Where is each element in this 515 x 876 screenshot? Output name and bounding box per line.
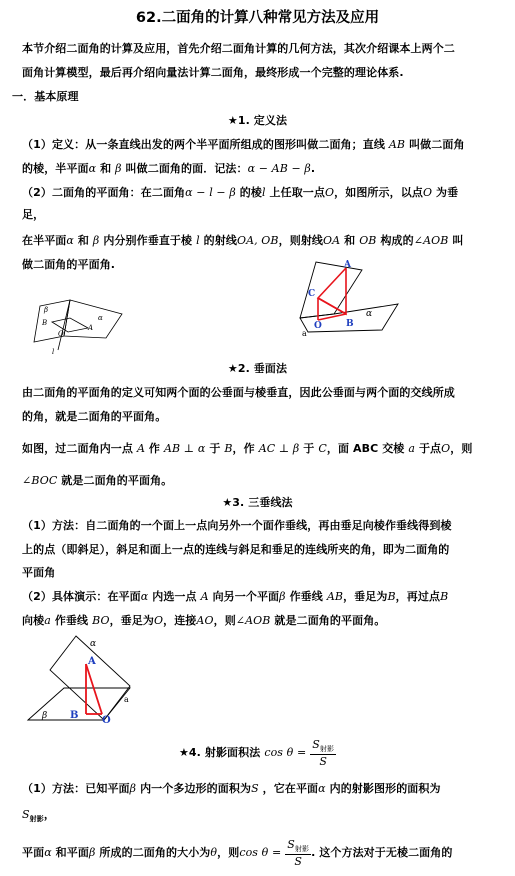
m4-line-1: （1）方法：已知平面β 内一个多边形的面积为S ，它在平面α 内的射影图形的面积为 [22, 782, 441, 795]
fig2-label-A: A [344, 260, 351, 270]
page-title: 62.二面角的计算八种常见方法及应用 [135, 10, 380, 26]
m2-line-4: ∠BOC 就是二面角的平面角。 [22, 474, 173, 487]
m2-line-2: 的角，就是二面角的平面角。 [22, 410, 167, 423]
fig3-label-A: A [88, 656, 96, 667]
m4-inline-fraction: $\frac{S_{射影}}{S}$ [287, 838, 310, 869]
figure-perpendicular-plane [294, 258, 404, 338]
fig1-label-l: l [52, 348, 55, 356]
m1-line-2: 的棱，半平面α 和 β 叫做二面角的面．记法：α − AB − β. [22, 162, 316, 175]
m3-line-3: 平面角 [22, 566, 56, 579]
fig3-red-AO [86, 664, 102, 714]
m2-line-1: 由二面角的平面角的定义可知两个面的公垂面与棱垂直，因此公垂面与两个面的交线所成 [22, 386, 455, 399]
figure-three-perpendiculars [24, 630, 144, 730]
intro-line-1: 本节介绍二面角的计算及应用，首先介绍二面角计算的几何方法，其次介绍课本上两个二 [22, 42, 455, 55]
fig1-label-alpha: α [98, 314, 103, 322]
fig1-plane-alpha [64, 300, 122, 338]
method-3-heading: ★3. 三垂线法 [222, 496, 293, 509]
fig2-red-Obase [318, 314, 346, 320]
fig2-label-O: O [314, 321, 322, 331]
method-4-heading: ★4. 射影面积法 cos θ = $\frac{S_{射影}}{S}$ [178, 738, 335, 769]
fig2-label-alpha: α [366, 309, 373, 319]
figure-dihedral-basic [28, 292, 148, 362]
m1-line-3: （2）二面角的平面角：在二面角α − l − β 的棱l 上任取一点O，如图所示，以点O 为垂 [22, 186, 459, 199]
m1-line-5: 在半平面α 和 β 内分别作垂直于棱 l 的射线OA, OB，则射线OA 和 OB 构成的∠AOB 叫 [22, 234, 464, 247]
fig1-label-B: B [42, 319, 48, 327]
fig3-label-beta: β [42, 711, 48, 721]
m3-line-2: 上的点（即斜足），斜足和面上一点的连线与斜足和垂足的连线所夹的角，即为二面角的 [22, 543, 450, 556]
method-1-heading: ★1. 定义法 [227, 114, 288, 127]
fig2-label-a: a [302, 329, 307, 338]
m1-line-6: 做二面角的平面角. [22, 258, 116, 271]
fig2-red-OAC [318, 268, 346, 314]
m1-line-1: （1）定义：从一条直线出发的两个半平面所组成的图形叫做二面角；直线 AB 叫做二面角 [22, 138, 465, 151]
fig2-label-C: C [308, 289, 316, 299]
method-2-heading: ★2. 垂面法 [227, 362, 288, 375]
fig1-label-beta: β [44, 306, 49, 314]
fig2-red-OB [318, 298, 346, 314]
fig1-label-O: O [58, 330, 64, 338]
fig3-label-alpha: α [90, 639, 97, 649]
m3-line-4: （2）具体演示：在平面α 内选一点 A 向另一个平面β 作垂线 AB，垂足为B，再过点B [22, 590, 449, 603]
fig1-label-A: A [88, 324, 94, 332]
fig3-label-O: O [102, 715, 111, 726]
fig2-label-B: B [346, 319, 354, 329]
m3-line-5: 向棱a 作垂线 BO，垂足为O，连接AO，则∠AOB 就是二面角的平面角。 [22, 614, 386, 627]
m4-formula-fraction: $\frac{S_{射影}}{S}$ [312, 738, 335, 769]
m1-line-4: 足， [22, 208, 45, 221]
intro-line-2: 面角计算模型，最后再介绍向量法计算二面角，最终形成一个完整的理论体系. [22, 66, 404, 79]
fig3-label-B: B [70, 710, 79, 721]
fig1-edge-l [58, 300, 70, 350]
section-heading-basic: 一．基本原理 [12, 90, 79, 103]
m3-line-1: （1）方法：自二面角的一个面上一点向另外一个面作垂线，再由垂足向棱作垂线得到棱 [22, 519, 452, 532]
fig3-label-a: a [124, 695, 129, 704]
m2-line-3: 如图，过二面角内一点 A 作 AB ⊥ α 于 B，作 AC ⊥ β 于 C，面 ABC 交棱 a 于点O，则 [22, 442, 473, 455]
m4-line-3: 平面α 和平面β 所成的二面角的大小为θ，则cos θ = $\frac{S_{射影}}{S}$ . 这个方法对于无棱二面角的 [22, 838, 453, 869]
m4-line-2: $S_{射影}$， [22, 808, 55, 824]
